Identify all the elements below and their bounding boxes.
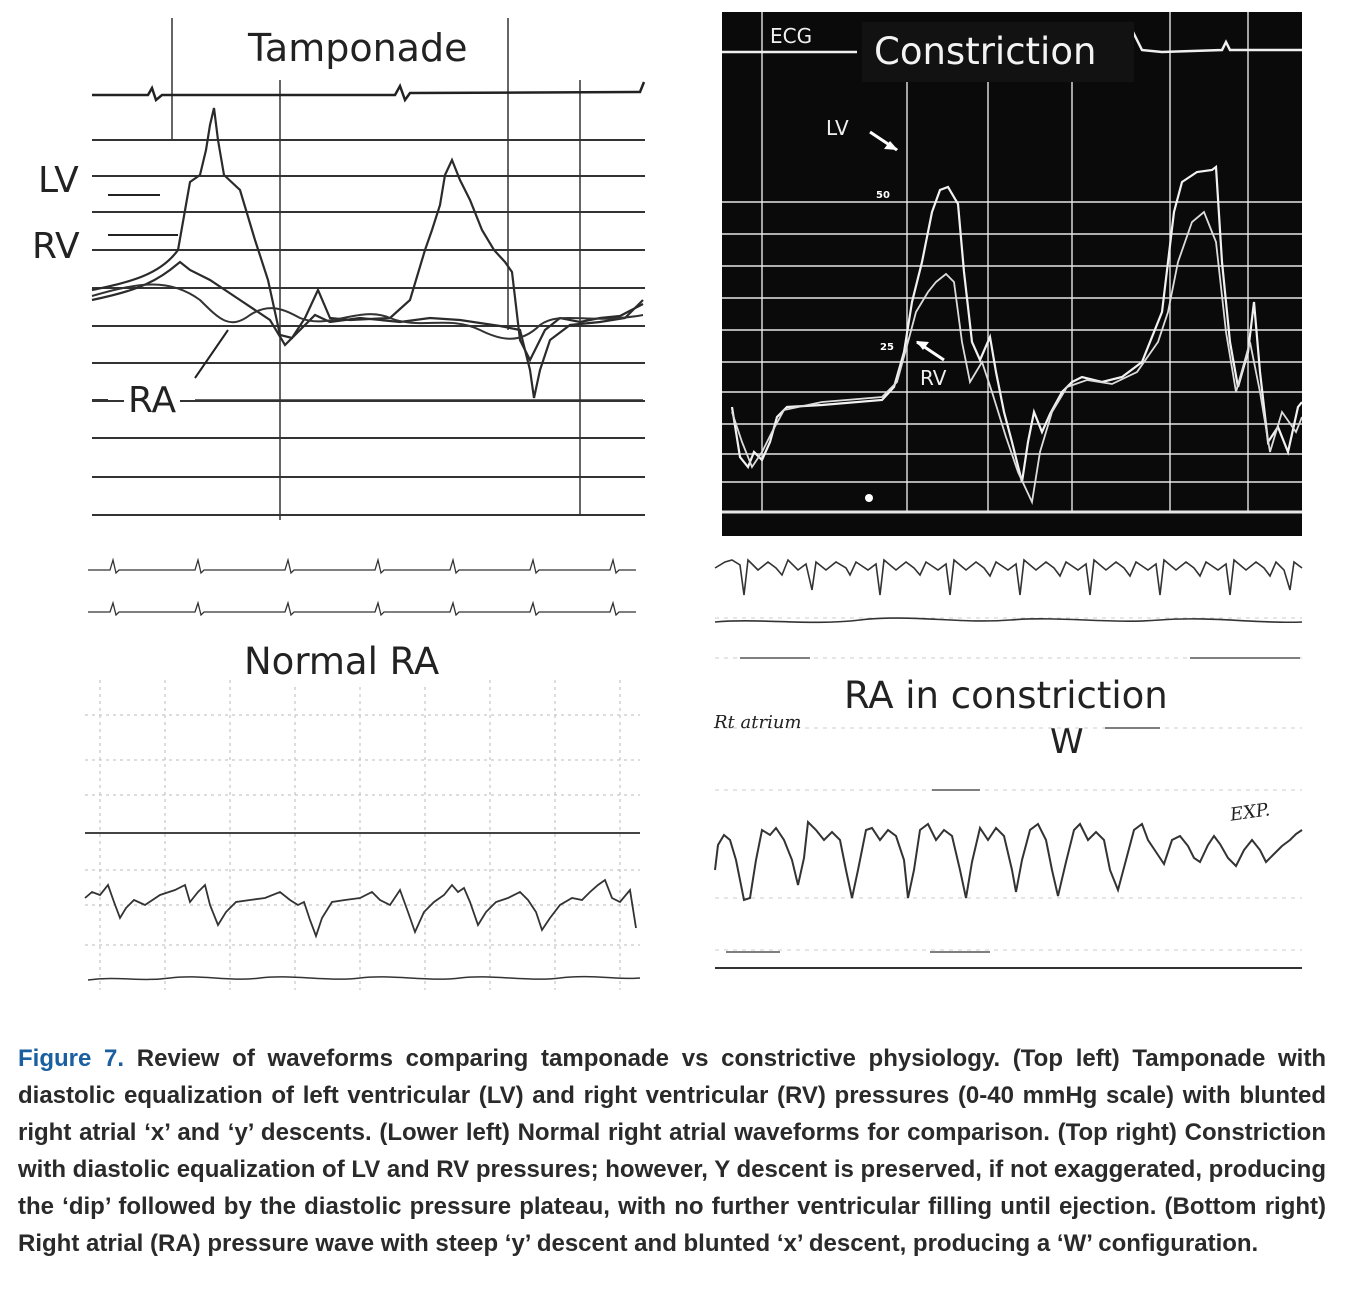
- constriction-title: Constriction: [874, 30, 1097, 73]
- normal-ra-panel: [0, 540, 660, 1000]
- tamponade-ra-label: RA: [124, 380, 180, 421]
- constriction-rv-label: RV: [920, 366, 947, 390]
- rt-atrium-handwriting: Rt atrium: [714, 712, 802, 733]
- constriction-tracing: [722, 12, 1302, 536]
- exp-handwriting: EXP.: [1228, 799, 1272, 826]
- normal-ra-tracing: [0, 540, 660, 1000]
- caption-text: Review of waveforms comparing tamponade vs constrictive physiology. (Top left) Tamponade with diastolic equalization of left ventricular (LV) and right ventricular (RV) pressures (0-40 mmHg scale) with blunted right atrial ‘x’ and ‘y’ descents. (Lower left) Normal right atrial waveforms for comparison. (Top right) Constriction with diastolic equalization of LV and RV pressures; however, Y descent is preserved, if not exaggerated, producing the ‘dip’ followed by the diastolic pressure plateau, with no further ventricular filling until ejection. (Bottom right) Right atrial (RA) pressure wave with steep ‘y’ descent and blunted ‘x’ descent, producing a ‘W’ configuration.: [18, 1045, 1326, 1257]
- tamponade-tracing: [0, 0, 660, 530]
- ra-constriction-w-label: W: [1050, 722, 1084, 762]
- tamponade-lv-label: LV: [38, 160, 79, 201]
- constriction-lv-label: LV: [826, 116, 849, 140]
- ra-constriction-tracing: [700, 540, 1320, 1000]
- tamponade-rv-label: RV: [32, 226, 80, 267]
- constriction-ecg-label: ECG: [770, 24, 813, 48]
- constriction-panel: [722, 12, 1302, 536]
- ra-constriction-panel: [700, 540, 1320, 1000]
- ra-constriction-title: RA in constriction: [840, 674, 1172, 717]
- constriction-scale-50: 50: [876, 190, 890, 201]
- tamponade-panel: [0, 0, 660, 530]
- figure-label: Figure 7.: [18, 1045, 125, 1072]
- tamponade-title: Tamponade: [244, 26, 471, 70]
- constriction-scale-25: 25: [880, 342, 894, 353]
- normal-ra-title: Normal RA: [240, 640, 443, 683]
- figure-caption: [18, 1040, 1326, 1262]
